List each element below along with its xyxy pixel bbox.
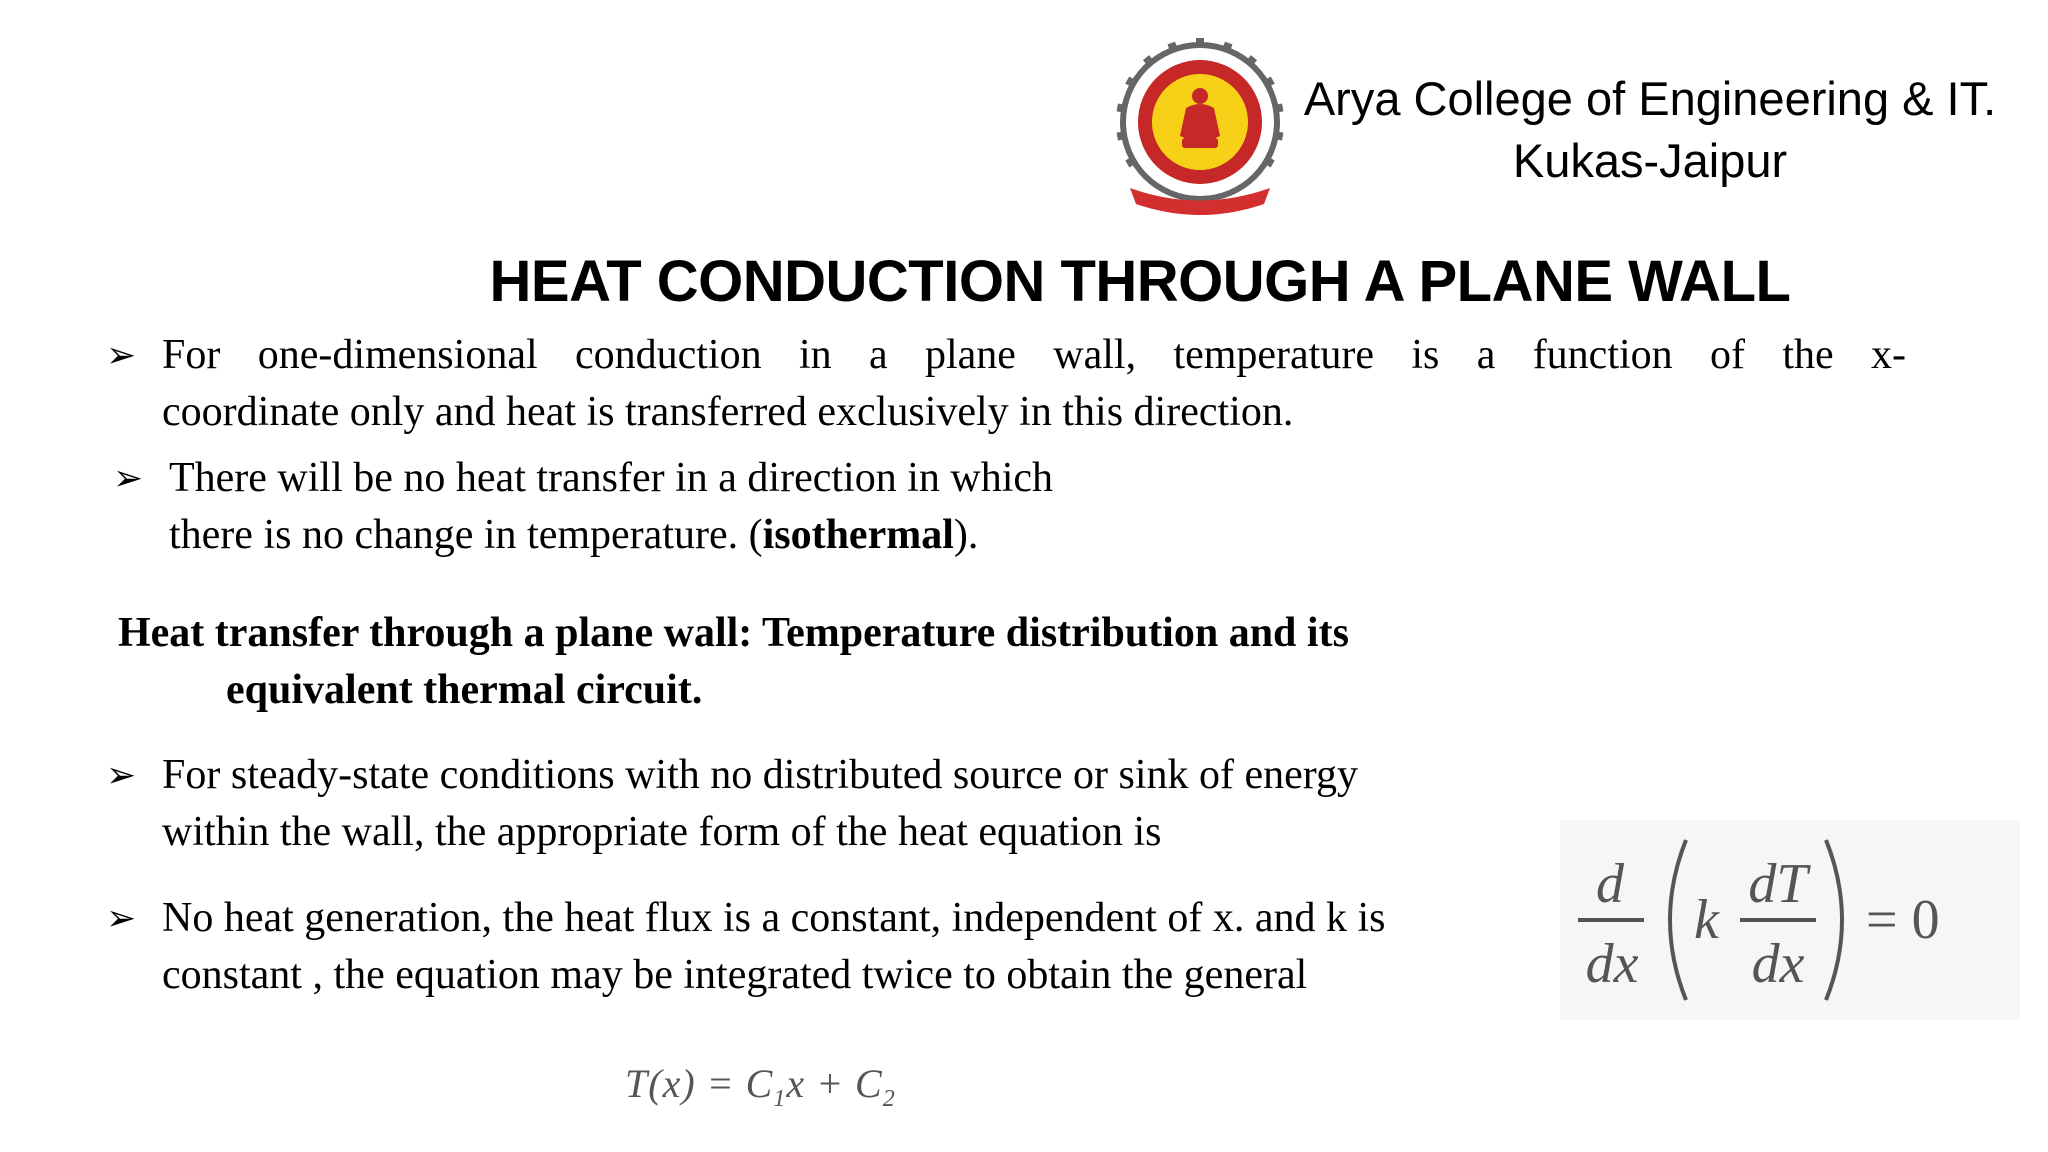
bullet-text	[162, 747, 1358, 861]
bullet-line: constant , the equation may be integrated twice to obtain the general	[162, 952, 1308, 998]
text-segment: ).	[953, 512, 979, 558]
bullet-line: No heat generation, the heat flux is a constant, independent of x. and k is	[162, 895, 1386, 941]
heat-equation	[1560, 820, 2020, 1020]
college-logo	[1116, 38, 1284, 218]
bullet-arrow-icon: ➢	[106, 755, 137, 795]
bullet-text	[162, 327, 1906, 441]
slide-title: HEAT CONDUCTION THROUGH A PLANE WALL	[489, 249, 1791, 314]
bullet-item	[106, 327, 1906, 447]
bullet-text	[169, 450, 1053, 564]
college-name-line1: Arya College of Engineering & IT.	[1303, 72, 1997, 125]
bullet-arrow-icon: ➢	[113, 458, 144, 498]
bullet-line: within the wall, the appropriate form of the heat equation is	[162, 809, 1162, 855]
subheading-line: Heat transfer through a plane wall: Temperature distribution and its	[118, 610, 1349, 656]
bullet-item	[106, 747, 1606, 867]
bullet-item	[106, 890, 1606, 1010]
bullet-line: For one-dimensional conduction in a plane wall, temperature is a function of the x-	[162, 332, 1906, 378]
eq-denominator-dx2: dx	[1751, 933, 1805, 995]
college-name	[1290, 68, 2010, 192]
bullet-line: coordinate only and heat is transferred exclusively in this direction.	[162, 389, 1294, 435]
right-paren	[1826, 840, 1842, 1000]
eq-mid: x + C	[786, 1061, 883, 1106]
eq-k: k	[1694, 889, 1719, 951]
bullet-line: For steady-state conditions with no distributed source or sink of energy	[162, 752, 1359, 798]
eq-lhs: T(x) = C	[625, 1061, 774, 1106]
bullet-arrow-icon: ➢	[106, 335, 137, 375]
eq-rhs: = 0	[1866, 889, 1940, 951]
bullet-text	[162, 890, 1385, 1004]
eq-denominator-dx: dx	[1585, 933, 1639, 995]
eq-sub-1: 1	[773, 1086, 787, 1112]
bold-term: isothermal	[762, 512, 954, 558]
subheading-line: equivalent thermal circuit.	[226, 667, 703, 713]
section-subheading	[118, 605, 1349, 719]
solution-equation	[625, 1060, 896, 1113]
bullet-line	[169, 507, 1053, 564]
bullet-arrow-icon: ➢	[106, 898, 137, 938]
bullet-item	[113, 450, 1313, 570]
bullet-line: There will be no heat transfer in a direction in which	[169, 455, 1054, 501]
eq-sub-2: 2	[882, 1086, 896, 1112]
eq-numerator-dT: dT	[1748, 853, 1808, 915]
text-segment: there is no change in temperature. (	[169, 512, 763, 558]
college-location: Kukas-Jaipur	[1512, 134, 1788, 187]
left-paren	[1670, 840, 1686, 1000]
eq-numerator-d: d	[1596, 853, 1624, 915]
